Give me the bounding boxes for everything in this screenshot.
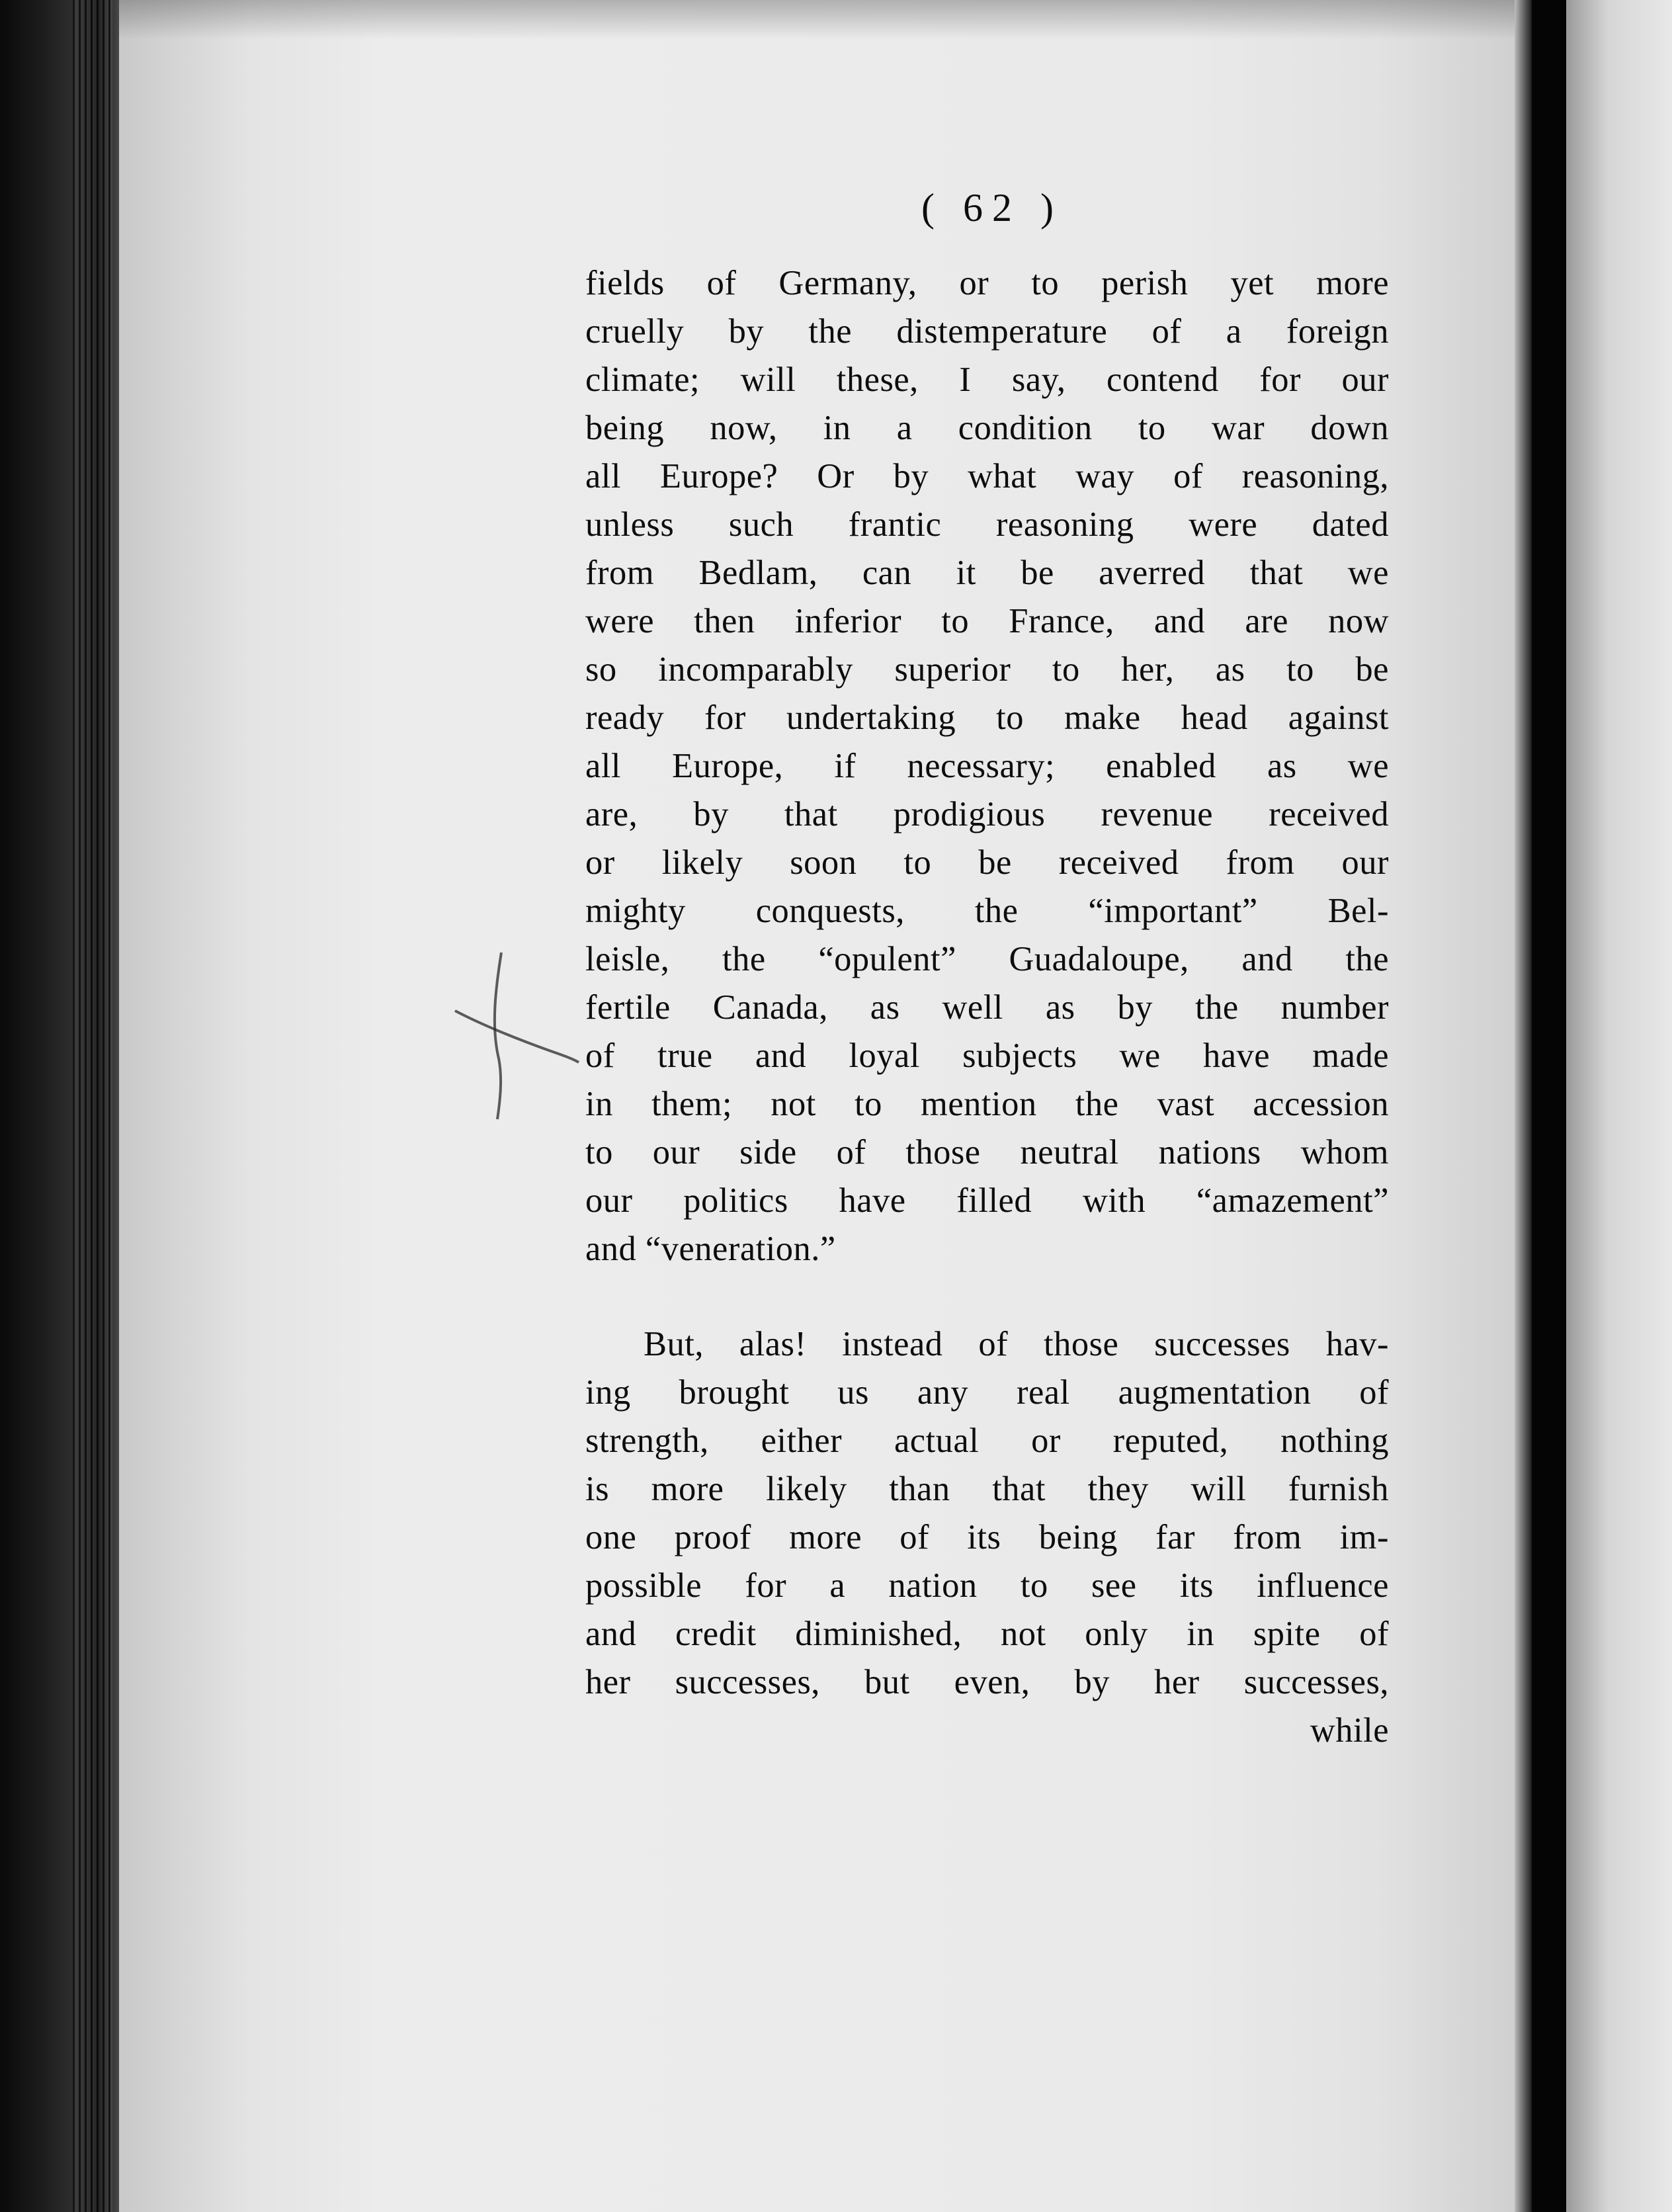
paragraph-two [585, 1320, 1389, 1755]
text-line: to our side of those neutral nations whom [585, 1133, 1389, 1171]
text-line: of true and loyal subjects we have made [585, 1037, 1389, 1075]
pencil-cross-mark [450, 946, 582, 1125]
text-line: ready for undertaking to make head against [585, 699, 1389, 737]
text-line: are, by that prodigious revenue received [585, 795, 1389, 833]
page-edge [1515, 0, 1532, 2212]
paragraph-one [585, 259, 1389, 1273]
text-line: ing brought us any real augmentation of [585, 1373, 1389, 1412]
text-line: all Europe? Or by what way of reasoning, [585, 457, 1389, 495]
text-line: and credit diminished, not only in spite of [585, 1615, 1389, 1653]
text-line: is more likely than that they will furnish [585, 1470, 1389, 1508]
text-line: in them; not to mention the vast accession [585, 1085, 1389, 1123]
text-line: her successes, but even, by her successes, [585, 1663, 1389, 1701]
text-line: so incomparably superior to her, as to be [585, 650, 1389, 689]
text-line: our politics have filled with “amazement” [585, 1181, 1389, 1220]
text-line: being now, in a condition to war down [585, 409, 1389, 447]
text-line: fields of Germany, or to perish yet more [585, 264, 1389, 302]
text-line: strength, either actual or reputed, nothing [585, 1422, 1389, 1460]
facing-page [1566, 0, 1672, 2212]
text-line: from Bedlam, can it be averred that we [585, 554, 1389, 592]
text-line: fertile Canada, as well as by the number [585, 988, 1389, 1027]
text-line: mighty conquests, the “important” Bel- [585, 892, 1389, 930]
text-line: unless such frantic reasoning were dated [585, 505, 1389, 544]
catchword: while [1310, 1711, 1389, 1750]
facing-page-gap [1532, 0, 1566, 2212]
text-line: But, alas! instead of those successes hav- [644, 1325, 1389, 1363]
text-line: and “veneration.” [585, 1230, 836, 1268]
spine-shadow [73, 0, 112, 2212]
text-line: possible for a nation to see its influence [585, 1566, 1389, 1605]
top-shadow [119, 0, 1515, 40]
text-line: cruelly by the distemperature of a foreign [585, 312, 1389, 351]
text-line: all Europe, if necessary; enabled as we [585, 747, 1389, 785]
text-line: one proof more of its being far from im- [585, 1518, 1389, 1556]
text-line: leisle, the “opulent” Guadaloupe, and the [585, 940, 1389, 978]
page-number: ( 62 ) [921, 186, 1063, 230]
text-line: climate; will these, I say, contend for our [585, 361, 1389, 399]
text-line: were then inferior to France, and are now [585, 602, 1389, 640]
text-line: or likely soon to be received from our [585, 843, 1389, 882]
